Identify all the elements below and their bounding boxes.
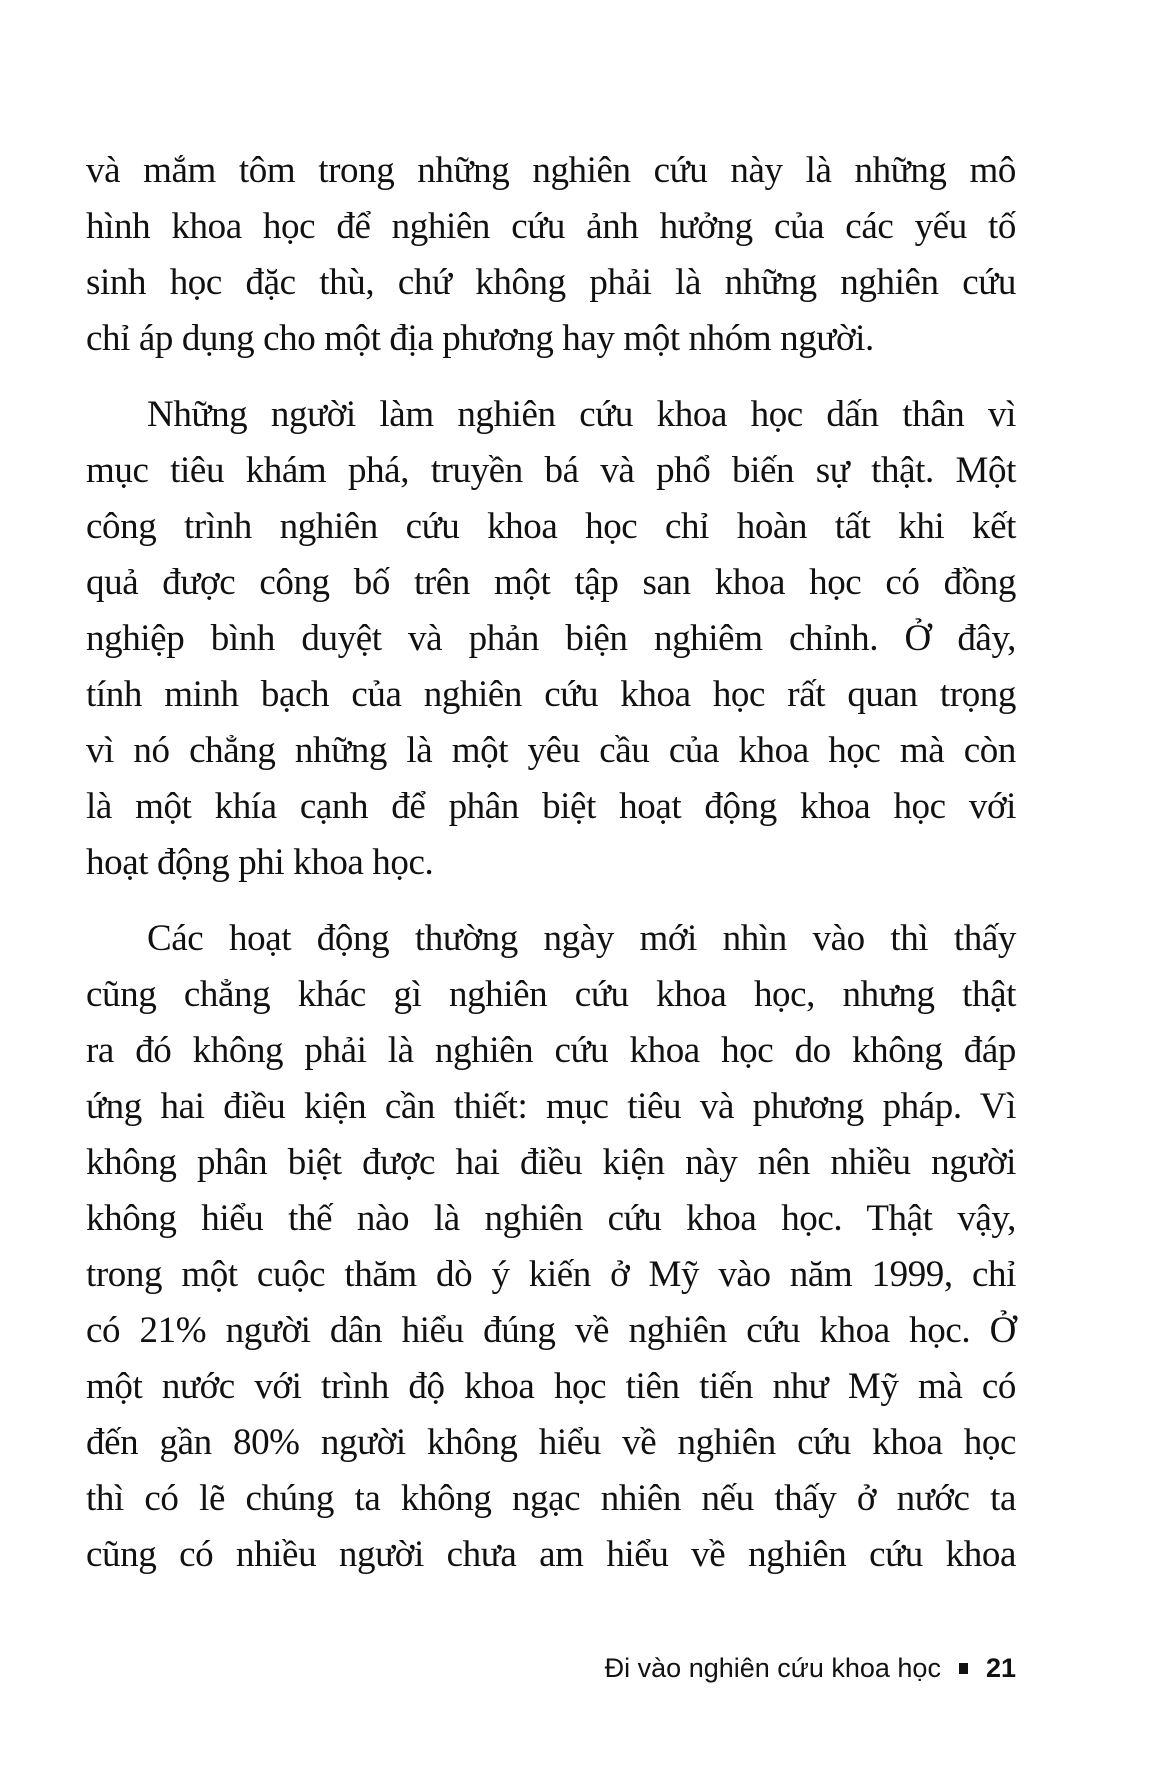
text-line: quả được công bố trên một tập san khoa học có đồng (86, 562, 1016, 603)
text-line: hình khoa học để nghiên cứu ảnh hưởng của các yếu tố (86, 206, 1016, 247)
bullet-separator (959, 1663, 968, 1674)
text-line: đến gần 80% người không hiểu về nghiên cứu khoa học (86, 1422, 1016, 1463)
text-line: ứng hai điều kiện cần thiết: mục tiêu và phương pháp. Vì (86, 1086, 1016, 1127)
text-line: nghiệp bình duyệt và phản biện nghiêm chỉnh. Ở đây, (86, 618, 1016, 659)
text-line: một nước với trình độ khoa học tiên tiến như Mỹ mà có (86, 1366, 1016, 1407)
text-line: trong một cuộc thăm dò ý kiến ở Mỹ vào năm 1999, chỉ (86, 1254, 1016, 1295)
text-line: mục tiêu khám phá, truyền bá và phổ biến sự thật. Một (86, 450, 1016, 491)
page-footer (605, 1648, 1016, 1688)
text-line: hoạt động phi khoa học. (86, 842, 434, 883)
text-line: có 21% người dân hiểu đúng về nghiên cứu khoa học. Ở (86, 1310, 1016, 1351)
text-line: công trình nghiên cứu khoa học chỉ hoàn tất khi kết (86, 506, 1016, 547)
text-line: chỉ áp dụng cho một địa phương hay một nhóm người. (86, 318, 874, 359)
text-line: sinh học đặc thù, chứ không phải là những nghiên cứu (86, 262, 1016, 303)
text-line: Các hoạt động thường ngày mới nhìn vào thì thấy (147, 918, 1016, 959)
page-number: 21 (985, 1653, 1016, 1683)
text-line: tính minh bạch của nghiên cứu khoa học rất quan trọng (86, 674, 1016, 715)
text-line: không phân biệt được hai điều kiện này nên nhiều người (86, 1142, 1016, 1183)
text-line: thì có lẽ chúng ta không ngạc nhiên nếu thấy ở nước ta (86, 1478, 1016, 1519)
text-line: là một khía cạnh để phân biệt hoạt động khoa học với (86, 786, 1016, 827)
text-line: không hiểu thế nào là nghiên cứu khoa học. Thật vậy, (86, 1198, 1016, 1239)
text-line: ra đó không phải là nghiên cứu khoa học do không đáp (86, 1030, 1016, 1071)
text-line: cũng có nhiều người chưa am hiểu về nghiên cứu khoa (86, 1534, 1016, 1575)
text-line: Những người làm nghiên cứu khoa học dấn thân vì (147, 394, 1016, 435)
text-line: vì nó chẳng những là một yêu cầu của khoa học mà còn (86, 730, 1016, 771)
text-line: cũng chẳng khác gì nghiên cứu khoa học, nhưng thật (86, 974, 1016, 1015)
running-title: Đi vào nghiên cứu khoa học (604, 1653, 941, 1683)
text-line: và mắm tôm trong những nghiên cứu này là những mô (86, 150, 1016, 191)
